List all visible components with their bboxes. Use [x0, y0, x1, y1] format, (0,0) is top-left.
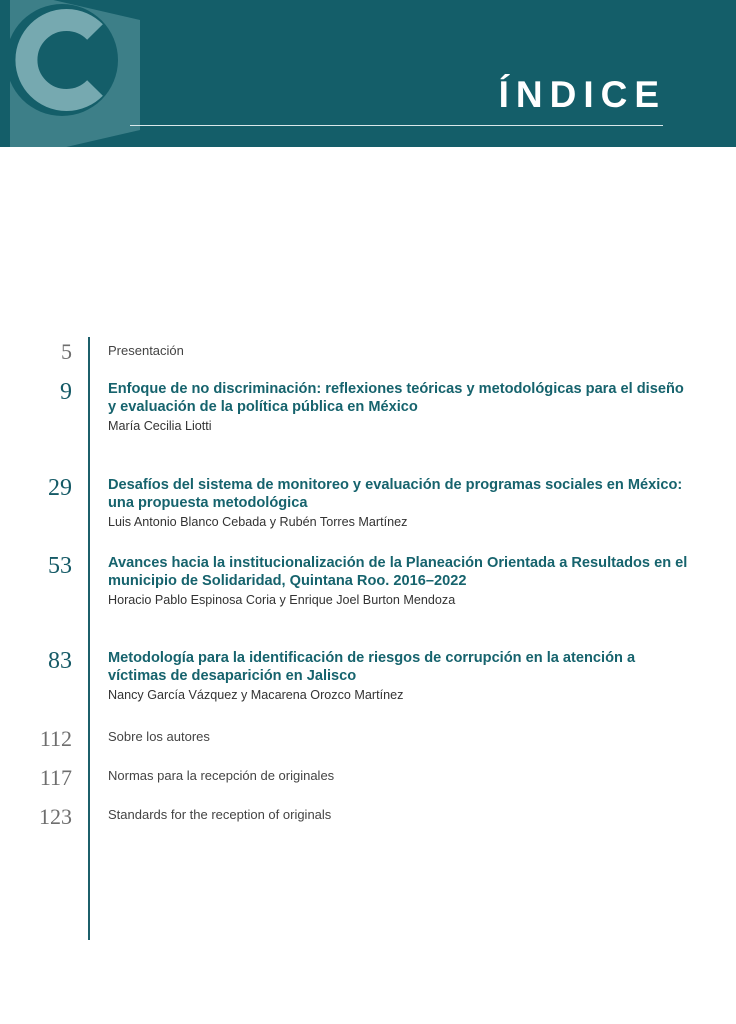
entry-title: Normas para la recepción de originales: [108, 768, 335, 783]
page-number: 5: [61, 339, 72, 364]
entry-title: Metodología para la identificación de riesgos de corrupción en la atención a víctimas de desaparición en Jalisco: [108, 650, 636, 684]
entry-author: Horacio Pablo Espinosa Coria y Enrique Joel Burton Mendoza: [108, 593, 456, 607]
entry-title: Standards for the reception of originals: [108, 807, 332, 822]
page-number: 9: [60, 379, 72, 405]
page-number: 117: [39, 765, 72, 790]
entry-author: Luis Antonio Blanco Cebada y Rubén Torres Martínez: [108, 515, 408, 529]
journal-logo-icon: [0, 0, 150, 147]
entry-author: Nancy García Vázquez y Macarena Orozco Martínez: [108, 688, 404, 702]
page-number: 29: [48, 475, 72, 501]
index-vertical-rule: [88, 337, 90, 940]
page-number: 123: [39, 804, 72, 829]
page-title: ÍNDICE: [498, 74, 666, 115]
entry-title: Presentación: [108, 343, 184, 358]
entry-author: María Cecilia Liotti: [108, 419, 212, 433]
header-divider: [130, 125, 663, 126]
entry-title: Sobre los autores: [108, 729, 210, 744]
entry-title: Enfoque de no discriminación: reflexiones teóricas y metodológicas para el diseño y evaluación de la política pública en México: [108, 381, 684, 415]
header-banner: [0, 0, 736, 147]
page-number: 112: [39, 726, 72, 751]
page-number: 53: [48, 553, 72, 579]
entry-title: Avances hacia la institucionalización de la Planeación Orientada a Resultados en el municipio de Solidaridad, Quintana Roo. 2016–2022: [108, 555, 688, 589]
entry-title: Desafíos del sistema de monitoreo y evaluación de programas sociales en México: una propuesta metodológica: [108, 477, 683, 511]
page-number: 83: [48, 648, 72, 674]
